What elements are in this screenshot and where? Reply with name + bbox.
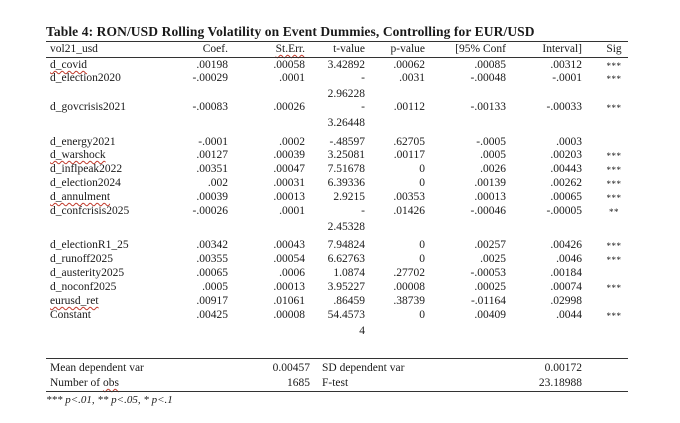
variable-name: d_electionR1_25 xyxy=(50,239,129,251)
conf-low-value: .0025 xyxy=(480,253,506,265)
t-value-continued: 3.26448 xyxy=(327,117,365,129)
coef-value: .0005 xyxy=(202,281,228,293)
t-value: - xyxy=(361,72,365,84)
header-sig: Sig xyxy=(606,43,622,55)
header-rule xyxy=(46,57,628,58)
conf-low-value: -.00053 xyxy=(470,267,506,279)
header-conf-low: [95% Conf xyxy=(455,43,506,55)
t-value-continued: 4 xyxy=(359,325,365,337)
st-err-value: .00008 xyxy=(273,309,305,321)
st-err-value: .00013 xyxy=(273,281,305,293)
st-err-value: .0002 xyxy=(279,136,305,148)
conf-high-value: .00184 xyxy=(550,267,582,279)
t-value: 3.95227 xyxy=(327,281,365,293)
conf-high-value: -.00005 xyxy=(546,205,582,217)
conf-high-value: .0046 xyxy=(556,253,582,265)
conf-high-value: .00065 xyxy=(550,191,582,203)
variable-name: d_confcrisis2025 xyxy=(50,205,130,217)
variable-name: d_runoff2025 xyxy=(50,253,114,265)
conf-high-value: .00074 xyxy=(550,281,582,293)
bottom-rule xyxy=(46,391,628,392)
conf-low-value: -.00133 xyxy=(470,101,506,113)
header-st-err: St.Err. xyxy=(275,43,305,55)
conf-high-value: .0044 xyxy=(556,309,582,321)
st-err-value: .00047 xyxy=(273,163,305,175)
top-rule xyxy=(46,41,628,42)
sig-stars: *** xyxy=(606,255,622,265)
conf-low-value: .0026 xyxy=(480,163,506,175)
sig-stars: *** xyxy=(606,193,622,203)
p-value: .01426 xyxy=(393,205,425,217)
st-err-value: .01061 xyxy=(273,295,305,307)
st-err-value: .00039 xyxy=(273,149,305,161)
conf-low-value: .00085 xyxy=(474,59,506,71)
conf-high-value: .00262 xyxy=(550,177,582,189)
sd-dependent-value: 0.00172 xyxy=(544,362,582,374)
coef-value: .002 xyxy=(207,177,228,189)
variable-name: d_election2020 xyxy=(50,72,121,84)
nobs-value: 1685 xyxy=(287,377,310,389)
coef-value: .00065 xyxy=(196,267,228,279)
st-err-value: .00054 xyxy=(273,253,305,265)
p-value: 0 xyxy=(419,177,425,189)
conf-low-value: .00139 xyxy=(474,177,506,189)
conf-low-value: -.00048 xyxy=(470,72,506,84)
conf-low-value: -.01164 xyxy=(470,295,506,307)
conf-high-value: -.00033 xyxy=(546,101,582,113)
t-value: 3.42892 xyxy=(327,59,365,71)
coef-value: .00127 xyxy=(196,149,228,161)
t-value: 7.51678 xyxy=(327,163,365,175)
p-value: .00112 xyxy=(393,101,425,113)
variable-name: d_inflpeak2022 xyxy=(50,163,123,175)
p-value: 0 xyxy=(419,309,425,321)
t-value: - xyxy=(361,205,365,217)
p-value: .62705 xyxy=(393,136,425,148)
conf-high-value: .02998 xyxy=(550,295,582,307)
p-value: 0 xyxy=(419,253,425,265)
t-value: - xyxy=(361,101,365,113)
variable-name: d_covid xyxy=(50,59,88,71)
p-value: .00008 xyxy=(393,281,425,293)
t-value-continued: 2.96228 xyxy=(327,88,365,100)
p-value: .38739 xyxy=(393,295,425,307)
st-err-value: .00058 xyxy=(273,59,305,71)
conf-low-value: -.0005 xyxy=(476,136,506,148)
t-value: 3.25081 xyxy=(327,149,365,161)
mean-dependent-value: 0.00457 xyxy=(272,362,310,374)
p-value: .00117 xyxy=(393,149,425,161)
header-t-value: t-value xyxy=(333,43,365,55)
coef-value: -.00083 xyxy=(192,101,228,113)
t-value: -.48597 xyxy=(329,136,365,148)
t-value: .86459 xyxy=(333,295,365,307)
st-err-value: .00043 xyxy=(273,239,305,251)
t-value: 2.9215 xyxy=(333,191,365,203)
t-value: 54.4573 xyxy=(327,309,365,321)
conf-low-value: .00013 xyxy=(474,191,506,203)
sig-stars: *** xyxy=(606,165,622,175)
obs-word: obs xyxy=(103,377,119,389)
coef-value: .00355 xyxy=(196,253,228,265)
ftest-value: 23.18988 xyxy=(538,377,582,389)
coef-value: -.00029 xyxy=(192,72,228,84)
conf-high-value: .00312 xyxy=(550,59,582,71)
sig-stars: *** xyxy=(606,151,622,161)
st-err-value: .0001 xyxy=(279,205,305,217)
conf-low-value: .00257 xyxy=(474,239,506,251)
coef-value: .00039 xyxy=(196,191,228,203)
sig-stars: *** xyxy=(606,103,622,113)
p-value: .27702 xyxy=(393,267,425,279)
p-value: .00353 xyxy=(393,191,425,203)
coef-value: -.00026 xyxy=(192,205,228,217)
coef-value: .00351 xyxy=(196,163,228,175)
p-value: 0 xyxy=(419,163,425,175)
variable-name: Constant xyxy=(50,309,91,321)
coef-value: .00342 xyxy=(196,239,228,251)
p-value: .00062 xyxy=(393,59,425,71)
variable-name: eurusd_ret xyxy=(50,295,99,307)
p-value: 0 xyxy=(419,239,425,251)
p-value: .0031 xyxy=(399,72,425,84)
coef-value: .00198 xyxy=(196,59,228,71)
ftest-label: F-test xyxy=(322,377,349,389)
conf-high-value: .00203 xyxy=(550,149,582,161)
coef-value: .00917 xyxy=(196,295,228,307)
nobs-label xyxy=(50,377,119,390)
conf-low-value: .0005 xyxy=(480,149,506,161)
conf-low-value: -.00046 xyxy=(470,205,506,217)
t-value: 1.0874 xyxy=(333,267,365,279)
mean-dependent-label: Mean dependent var xyxy=(50,362,144,374)
conf-high-value: .00426 xyxy=(550,239,582,251)
st-err-value: .0001 xyxy=(279,72,305,84)
sig-stars: *** xyxy=(606,179,622,189)
conf-high-value: .00443 xyxy=(550,163,582,175)
variable-name: d_austerity2025 xyxy=(50,267,125,279)
header-conf-high: Interval] xyxy=(542,43,582,55)
variable-name: d_energy2021 xyxy=(50,136,116,148)
conf-high-value: -.0001 xyxy=(552,72,582,84)
conf-low-value: .00409 xyxy=(474,309,506,321)
st-err-value: .0006 xyxy=(279,267,305,279)
sig-stars: *** xyxy=(606,241,622,251)
st-err-value: .00031 xyxy=(273,177,305,189)
coef-value: .00425 xyxy=(196,309,228,321)
stats-rule xyxy=(46,358,628,359)
coef-value: -.0001 xyxy=(198,136,228,148)
sig-stars: *** xyxy=(606,61,622,71)
variable-name: d_annulment xyxy=(50,191,111,203)
sig-stars: *** xyxy=(606,74,622,84)
sig-stars: *** xyxy=(606,311,622,321)
variable-name: d_election2024 xyxy=(50,177,121,189)
t-value: 7.94824 xyxy=(327,239,365,251)
header-coef: Coef. xyxy=(202,43,228,55)
sig-stars: ** xyxy=(609,207,619,217)
nobs-label-text: Number of obs xyxy=(50,377,119,389)
t-value-continued: 2.45328 xyxy=(327,221,365,233)
header-variable: vol21_usd xyxy=(50,43,98,55)
variable-name: d_noconf2025 xyxy=(50,281,117,293)
conf-low-value: .00025 xyxy=(474,281,506,293)
table-title: Table 4: RON/USD Rolling Volatility on Event Dummies, Controlling for EUR/USD xyxy=(46,24,535,39)
t-value: 6.39336 xyxy=(327,177,365,189)
sd-dependent-label: SD dependent var xyxy=(322,362,405,374)
st-err-value: .00026 xyxy=(273,101,305,113)
sig-stars: *** xyxy=(606,283,622,293)
conf-high-value: .0003 xyxy=(556,136,582,148)
variable-name: d_warshock xyxy=(50,149,106,161)
variable-name: d_govcrisis2021 xyxy=(50,101,127,113)
header-p-value: p-value xyxy=(390,43,425,55)
t-value: 6.62763 xyxy=(327,253,365,265)
st-err-value: .00013 xyxy=(273,191,305,203)
significance-footnote: *** p<.01, ** p<.05, * p<.1 xyxy=(46,394,173,406)
